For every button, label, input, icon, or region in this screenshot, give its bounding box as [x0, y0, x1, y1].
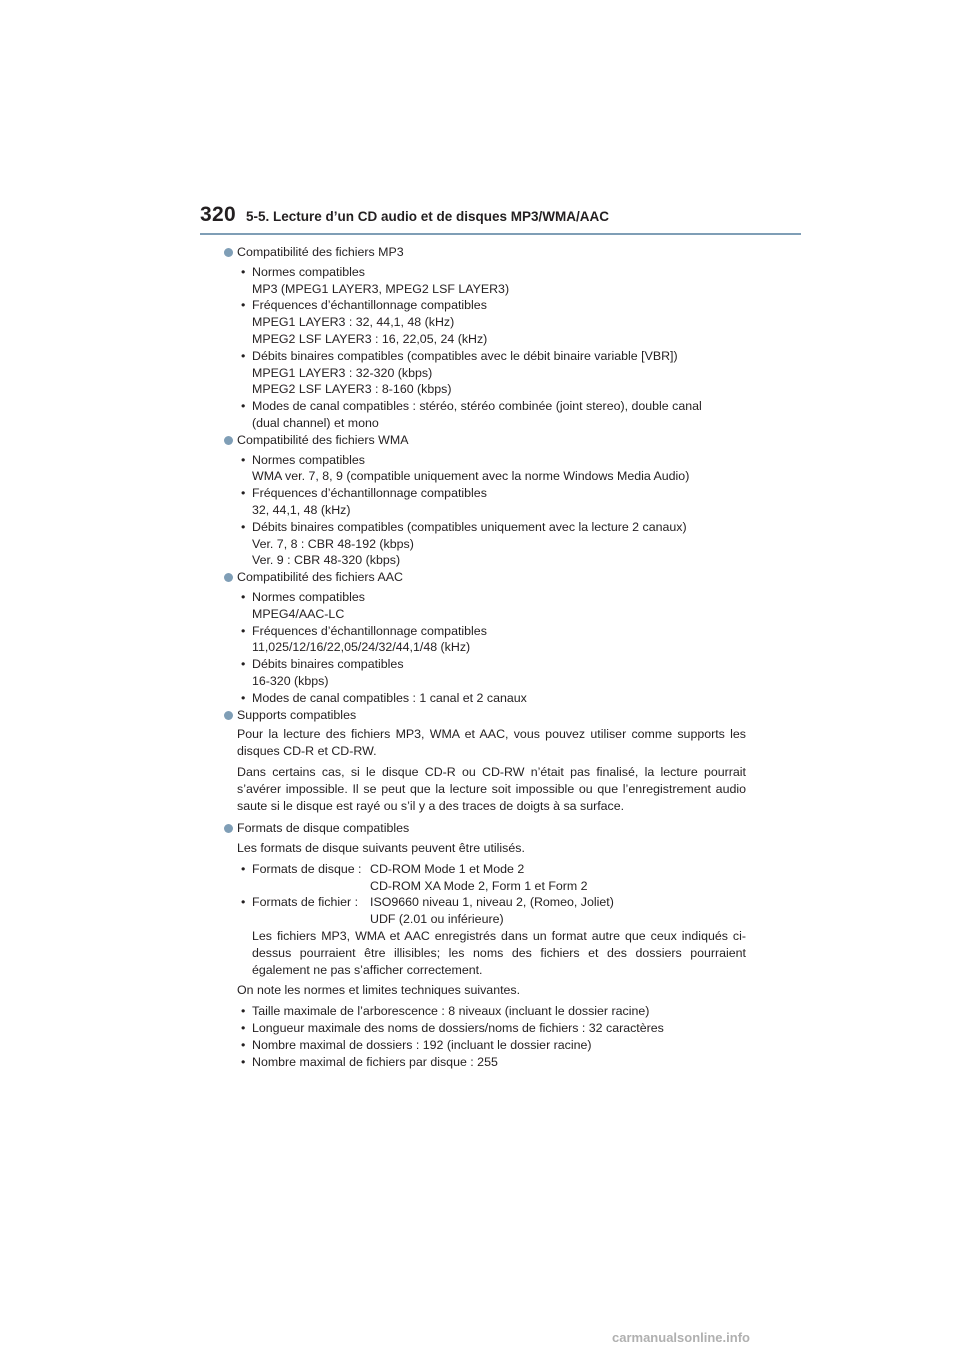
watermark: carmanualsonline.info	[612, 1330, 750, 1345]
dot-bullet-icon: •	[241, 264, 246, 279]
list-item	[237, 656, 746, 690]
list-item	[237, 1003, 746, 1020]
dot-bullet-icon: •	[241, 861, 246, 876]
section-heading	[224, 244, 746, 261]
format-label: Formats de fichier :	[252, 895, 359, 910]
dot-bullet-icon: •	[241, 399, 246, 414]
item-label: Débits binaires compatibles	[252, 657, 404, 672]
paragraph: Dans certains cas, si le disque CD-R ou CD-RW n’était pas finalisé, la lecture pourrait s’avérer impossible. Il se peut que la lecture soit impossible ou que l’enregistrement audio saute si le disque est rayé ou s’il y a des traces de doigts à sa surface.	[237, 764, 746, 813]
section-mp3	[224, 244, 746, 432]
list-item	[237, 485, 746, 519]
header-divider	[200, 233, 801, 235]
section-aac	[224, 569, 746, 706]
format-row-file	[237, 894, 746, 911]
format-note: Les fichiers MP3, WMA et AAC enregistrés dans un format autre que ceux indiqués ci-dessus pourraient être illisibles; les noms des fichiers et des dossiers pourraient également ne pas s’afficher correctement.	[252, 929, 746, 977]
dot-bullet-icon: •	[241, 589, 246, 604]
item-label: Modes de canal compatibles : stéréo, stéréo combinée (joint stereo), double canal	[252, 399, 702, 414]
dot-bullet-icon: •	[241, 690, 246, 705]
dot-bullet-icon: •	[241, 1054, 246, 1069]
item-value: MPEG4/AAC-LC	[252, 606, 345, 621]
list-item	[237, 452, 746, 486]
circle-bullet-icon	[224, 824, 233, 833]
section-title-supports: Supports compatibles	[237, 707, 357, 722]
circle-bullet-icon	[224, 436, 233, 445]
item-value: MP3 (MPEG1 LAYER3, MPEG2 LSF LAYER3)	[252, 281, 510, 296]
section-title-wma: Compatibilité des fichiers WMA	[237, 432, 409, 447]
section-heading	[224, 707, 746, 724]
format-label: Formats de disque :	[252, 861, 362, 876]
format-value: CD-ROM Mode 1 et Mode 2	[370, 861, 525, 876]
page-content	[224, 244, 746, 1070]
paragraph: Les formats de disque suivants peuvent être utilisés.	[237, 841, 525, 856]
section-heading	[224, 820, 746, 837]
item-value: WMA ver. 7, 8, 9 (compatible uniquement avec la norme Windows Media Audio)	[252, 469, 690, 484]
item-value: (dual channel) et mono	[252, 415, 379, 430]
section-formats	[224, 820, 746, 1070]
item-value: 32, 44,1, 48 (kHz)	[252, 502, 351, 517]
limit-text: Longueur maximale des noms de dossiers/noms de fichiers : 32 caractères	[252, 1021, 664, 1036]
dot-bullet-icon: •	[241, 298, 246, 313]
dot-bullet-icon: •	[241, 1037, 246, 1052]
item-value: MPEG2 LSF LAYER3 : 16, 22,05, 24 (kHz)	[252, 331, 488, 346]
item-label: Fréquences d’échantillonnage compatibles	[252, 298, 487, 313]
page-header	[0, 0, 960, 240]
section-supports	[224, 707, 746, 815]
list-item	[237, 398, 746, 432]
list-item	[237, 1037, 746, 1054]
item-label: Fréquences d’échantillonnage compatibles	[252, 486, 487, 501]
dot-bullet-icon: •	[241, 1004, 246, 1019]
item-label: Normes compatibles	[252, 589, 365, 604]
circle-bullet-icon	[224, 573, 233, 582]
item-value: MPEG1 LAYER3 : 32, 44,1, 48 (kHz)	[252, 315, 455, 330]
page-number: 320	[200, 203, 236, 226]
dot-bullet-icon: •	[241, 623, 246, 638]
item-label: Débits binaires compatibles (compatibles avec le débit binaire variable [VBR])	[252, 348, 678, 363]
item-label: Normes compatibles	[252, 264, 365, 279]
circle-bullet-icon	[224, 711, 233, 720]
dot-bullet-icon: •	[241, 452, 246, 467]
list-item	[237, 519, 746, 569]
format-value: UDF (2.01 ou inférieure)	[370, 912, 504, 927]
item-value: MPEG2 LSF LAYER3 : 8-160 (kbps)	[252, 382, 452, 397]
section-title-mp3: Compatibilité des fichiers MP3	[237, 245, 404, 259]
dot-bullet-icon: •	[241, 486, 246, 501]
list-item	[237, 623, 746, 657]
section-title-aac: Compatibilité des fichiers AAC	[237, 570, 403, 585]
dot-bullet-icon: •	[241, 657, 246, 672]
list-item	[237, 264, 746, 298]
paragraph: On note les normes et limites techniques suivantes.	[237, 983, 521, 998]
item-value: MPEG1 LAYER3 : 32-320 (kbps)	[252, 365, 433, 380]
section-wma	[224, 432, 746, 569]
format-row-disc	[237, 861, 746, 878]
item-value: 11,025/12/16/22,05/24/32/44,1/48 (kHz)	[252, 640, 471, 655]
item-value: Ver. 7, 8 : CBR 48-192 (kbps)	[252, 536, 414, 551]
dot-bullet-icon: •	[241, 348, 246, 363]
limit-text: Nombre maximal de fichiers par disque : 255	[252, 1054, 498, 1069]
list-item	[237, 690, 746, 707]
item-label: Débits binaires compatibles (compatibles uniquement avec la lecture 2 canaux)	[252, 519, 687, 534]
item-label: Fréquences d’échantillonnage compatibles	[252, 623, 487, 638]
section-title: 5-5. Lecture d’un CD audio et de disques MP3/WMA/AAC	[246, 209, 610, 224]
list-item	[237, 1054, 746, 1071]
dot-bullet-icon: •	[241, 519, 246, 534]
format-value: ISO9660 niveau 1, niveau 2, (Romeo, Joliet)	[370, 895, 614, 910]
format-value: CD-ROM XA Mode 2, Form 1 et Form 2	[370, 878, 588, 893]
circle-bullet-icon	[224, 248, 233, 257]
item-label: Normes compatibles	[252, 452, 365, 467]
item-value: Ver. 9 : CBR 48-320 (kbps)	[252, 553, 401, 568]
section-heading	[224, 432, 746, 449]
limit-text: Taille maximale de l’arborescence : 8 niveaux (incluant le dossier racine)	[252, 1004, 650, 1019]
item-label: Modes de canal compatibles : 1 canal et 2 canaux	[252, 690, 527, 705]
section-heading	[224, 569, 746, 586]
item-value: 16-320 (kbps)	[252, 673, 329, 688]
dot-bullet-icon: •	[241, 895, 246, 910]
list-item	[237, 1020, 746, 1037]
paragraph: Pour la lecture des fichiers MP3, WMA et AAC, vous pouvez utiliser comme supports les disques CD-R et CD-RW.	[237, 727, 746, 759]
section-title-formats: Formats de disque compatibles	[237, 821, 410, 836]
list-item	[237, 589, 746, 623]
limit-text: Nombre maximal de dossiers : 192 (incluant le dossier racine)	[252, 1037, 592, 1052]
list-item	[237, 297, 746, 347]
dot-bullet-icon: •	[241, 1021, 246, 1036]
list-item	[237, 348, 746, 398]
